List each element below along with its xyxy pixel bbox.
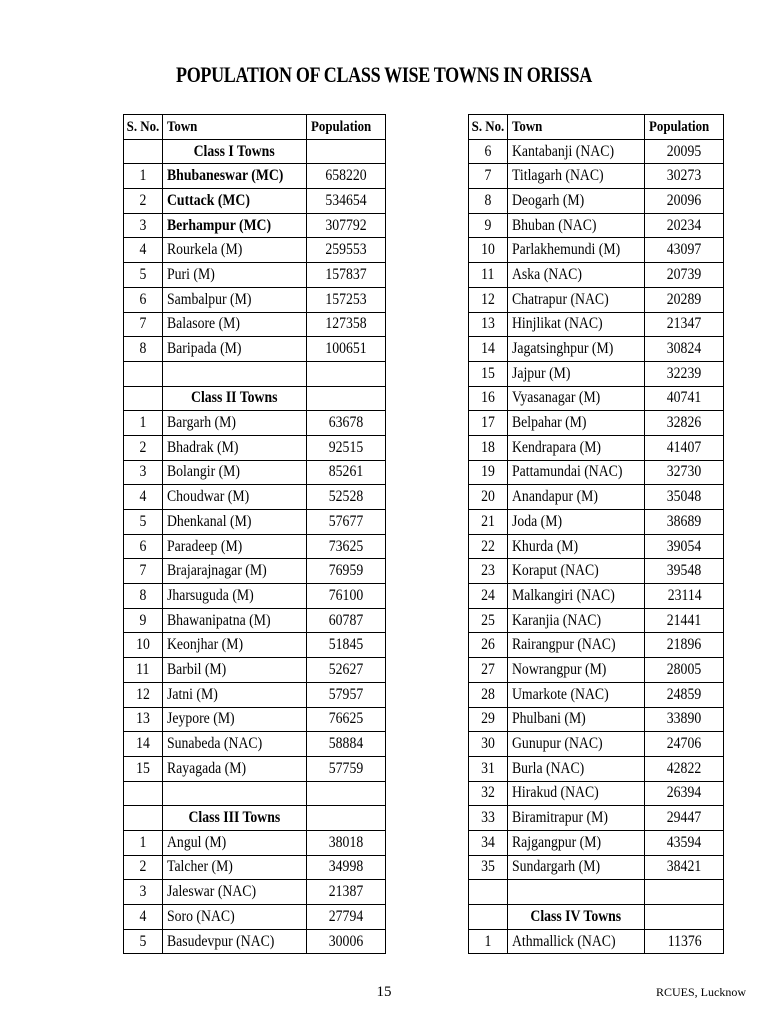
population-cell: 30824 [645,337,724,362]
sno-cell: 8 [469,189,508,214]
sno-cell: 3 [124,880,163,905]
population-cell: 307792 [307,213,386,238]
town-cell: Brajarajnagar (M) [162,559,306,584]
sno-cell: 1 [124,411,163,436]
header-town: Town [507,115,644,140]
town-cell: Biramitrapur (M) [507,806,644,831]
sno-cell: 9 [124,608,163,633]
sno-cell: 8 [124,337,163,362]
table-row [469,263,724,288]
table-row [469,559,724,584]
sno-cell: 24 [469,584,508,609]
section-row [124,386,386,411]
population-cell: 30273 [645,164,724,189]
town-cell: Bhawanipatna (M) [162,608,306,633]
population-cell [645,905,724,930]
population-cell: 534654 [307,189,386,214]
town-cell: Rairangpur (NAC) [507,633,644,658]
sno-cell: 4 [124,485,163,510]
table-row [124,756,386,781]
sno-cell: 7 [469,164,508,189]
section-heading: Class I Towns [162,139,306,164]
table-row [469,238,724,263]
population-cell: 33890 [645,707,724,732]
section-heading: Class IV Towns [507,905,644,930]
sno-cell [124,386,163,411]
table-row [469,189,724,214]
empty-cell [162,781,306,806]
header-sno: S. No. [469,115,508,140]
sno-cell: 7 [124,312,163,337]
town-cell: Chatrapur (NAC) [507,287,644,312]
table-row [469,164,724,189]
table-header-row [124,115,386,140]
population-cell: 28005 [645,658,724,683]
population-cell: 51845 [307,633,386,658]
table-row [469,929,724,954]
population-table-left [123,114,386,954]
town-cell: Athmallick (NAC) [507,929,644,954]
sno-cell [124,806,163,831]
town-cell: Vyasanagar (M) [507,386,644,411]
sno-cell: 13 [469,312,508,337]
table-row [124,263,386,288]
population-cell: 38421 [645,855,724,880]
population-cell: 26394 [645,781,724,806]
table-row [124,855,386,880]
sno-cell: 35 [469,855,508,880]
town-cell: Jaleswar (NAC) [162,880,306,905]
table-row [469,658,724,683]
table-row [469,781,724,806]
sno-cell: 16 [469,386,508,411]
sno-cell: 30 [469,732,508,757]
sno-cell: 11 [124,658,163,683]
town-cell: Phulbani (M) [507,707,644,732]
population-cell: 42822 [645,756,724,781]
sno-cell: 6 [124,534,163,559]
blank-row [124,361,386,386]
town-cell: Titlagarh (NAC) [507,164,644,189]
table-row [469,608,724,633]
table-row [469,633,724,658]
sno-cell: 5 [124,929,163,954]
population-cell: 41407 [645,435,724,460]
table-row [469,213,724,238]
town-cell: Jagatsinghpur (M) [507,337,644,362]
population-cell: 20289 [645,287,724,312]
table-row [469,386,724,411]
population-cell: 658220 [307,164,386,189]
sno-cell: 3 [124,213,163,238]
sno-cell: 19 [469,460,508,485]
header-town: Town [162,115,306,140]
town-cell: Dhenkanal (M) [162,510,306,535]
table-row [469,312,724,337]
population-cell: 38018 [307,830,386,855]
population-cell: 73625 [307,534,386,559]
blank-row [124,781,386,806]
population-cell: 32730 [645,460,724,485]
town-cell: Basudevpur (NAC) [162,929,306,954]
sno-cell: 7 [124,559,163,584]
population-cell: 39548 [645,559,724,584]
town-cell: Parlakhemundi (M) [507,238,644,263]
sno-cell: 25 [469,608,508,633]
population-cell: 38689 [645,510,724,535]
population-cell: 23114 [645,584,724,609]
population-cell: 27794 [307,905,386,930]
table-row [124,435,386,460]
population-cell: 157837 [307,263,386,288]
population-cell: 76959 [307,559,386,584]
page-title: POPULATION OF CLASS WISE TOWNS IN ORISSA [176,62,592,87]
table-row [124,411,386,436]
population-cell: 24706 [645,732,724,757]
town-cell: Khurda (M) [507,534,644,559]
table-row [469,139,724,164]
section-heading: Class II Towns [162,386,306,411]
town-cell: Belpahar (M) [507,411,644,436]
town-cell: Talcher (M) [162,855,306,880]
population-cell [307,386,386,411]
section-row [124,139,386,164]
sno-cell: 15 [469,361,508,386]
town-cell: Jeypore (M) [162,707,306,732]
sno-cell: 29 [469,707,508,732]
table-row [124,164,386,189]
table-row [469,855,724,880]
section-row [469,905,724,930]
town-cell: Anandapur (M) [507,485,644,510]
population-cell: 20234 [645,213,724,238]
sno-cell: 2 [124,435,163,460]
table-row [124,584,386,609]
town-cell: Sunabeda (NAC) [162,732,306,757]
population-cell: 21896 [645,633,724,658]
table-row [469,411,724,436]
sno-cell: 6 [469,139,508,164]
sno-cell: 28 [469,682,508,707]
population-cell: 100651 [307,337,386,362]
table-row [124,534,386,559]
table-row [469,830,724,855]
population-cell: 29447 [645,806,724,831]
town-cell: Sundargarh (M) [507,855,644,880]
population-cell: 43097 [645,238,724,263]
population-cell: 21387 [307,880,386,905]
table-row [469,707,724,732]
sno-cell: 14 [469,337,508,362]
sno-cell: 1 [124,164,163,189]
population-cell: 32239 [645,361,724,386]
section-row [124,806,386,831]
table-row [124,682,386,707]
town-cell: Soro (NAC) [162,905,306,930]
population-cell: 20095 [645,139,724,164]
population-cell: 60787 [307,608,386,633]
sno-cell: 13 [124,707,163,732]
town-cell: Hirakud (NAC) [507,781,644,806]
sno-cell: 5 [124,263,163,288]
population-cell: 43594 [645,830,724,855]
table-row [124,608,386,633]
population-cell: 30006 [307,929,386,954]
sno-cell: 12 [469,287,508,312]
town-cell: Aska (NAC) [507,263,644,288]
population-cell: 21347 [645,312,724,337]
town-cell: Angul (M) [162,830,306,855]
town-cell: Deogarh (M) [507,189,644,214]
population-cell: 76100 [307,584,386,609]
sno-cell: 27 [469,658,508,683]
population-cell: 92515 [307,435,386,460]
table-row [124,312,386,337]
town-cell: Gunupur (NAC) [507,732,644,757]
table-row [124,658,386,683]
table-row [124,929,386,954]
town-cell: Kendrapara (M) [507,435,644,460]
header-population: Population [645,115,724,140]
page-number: 15 [376,984,392,1000]
table-row [469,584,724,609]
population-cell: 57957 [307,682,386,707]
town-cell: Bhadrak (M) [162,435,306,460]
table-row [469,682,724,707]
town-cell: Jajpur (M) [507,361,644,386]
empty-cell [469,880,508,905]
sno-cell: 17 [469,411,508,436]
town-cell: Kantabanji (NAC) [507,139,644,164]
empty-cell [162,361,306,386]
table-row [124,559,386,584]
population-cell: 40741 [645,386,724,411]
table-row [469,756,724,781]
empty-cell [124,361,163,386]
population-cell: 21441 [645,608,724,633]
population-cell: 57677 [307,510,386,535]
population-cell: 20096 [645,189,724,214]
population-cell [307,806,386,831]
sno-cell: 2 [124,855,163,880]
population-cell: 127358 [307,312,386,337]
town-cell: Barbil (M) [162,658,306,683]
town-cell: Jatni (M) [162,682,306,707]
town-cell: Umarkote (NAC) [507,682,644,707]
population-cell: 85261 [307,460,386,485]
town-cell: Malkangiri (NAC) [507,584,644,609]
table-row [469,485,724,510]
town-cell: Berhampur (MC) [162,213,306,238]
sno-cell: 18 [469,435,508,460]
empty-cell [507,880,644,905]
sno-cell: 4 [124,238,163,263]
sno-cell: 9 [469,213,508,238]
table-row [469,806,724,831]
table-row [124,485,386,510]
table-row [124,732,386,757]
sno-cell: 12 [124,682,163,707]
empty-cell [307,781,386,806]
table-row [124,633,386,658]
population-cell: 39054 [645,534,724,559]
table-row [124,905,386,930]
town-cell: Nowrangpur (M) [507,658,644,683]
sno-cell: 1 [124,830,163,855]
town-cell: Rourkela (M) [162,238,306,263]
population-cell: 20739 [645,263,724,288]
population-cell: 32826 [645,411,724,436]
table-row [124,287,386,312]
town-cell: Burla (NAC) [507,756,644,781]
town-cell: Puri (M) [162,263,306,288]
table-row [469,460,724,485]
sno-cell: 10 [469,238,508,263]
population-table-right [468,114,724,954]
header-population: Population [307,115,386,140]
sno-cell: 8 [124,584,163,609]
town-cell: Bhuban (NAC) [507,213,644,238]
town-cell: Joda (M) [507,510,644,535]
table-row [469,732,724,757]
town-cell: Rayagada (M) [162,756,306,781]
table-row [469,534,724,559]
population-cell: 52528 [307,485,386,510]
sno-cell: 3 [124,460,163,485]
table-row [469,510,724,535]
sno-cell: 14 [124,732,163,757]
population-cell: 57759 [307,756,386,781]
population-cell: 259553 [307,238,386,263]
town-cell: Jharsuguda (M) [162,584,306,609]
table-row [124,337,386,362]
town-cell: Cuttack (MC) [162,189,306,214]
population-cell: 63678 [307,411,386,436]
town-cell: Bhubaneswar (MC) [162,164,306,189]
town-cell: Karanjia (NAC) [507,608,644,633]
sno-cell: 20 [469,485,508,510]
table-row [124,707,386,732]
table-row [124,238,386,263]
town-cell: Pattamundai (NAC) [507,460,644,485]
sno-cell: 5 [124,510,163,535]
sno-cell: 10 [124,633,163,658]
empty-cell [645,880,724,905]
sno-cell: 33 [469,806,508,831]
population-cell [307,139,386,164]
sno-cell: 1 [469,929,508,954]
sno-cell: 26 [469,633,508,658]
population-cell: 34998 [307,855,386,880]
table-header-row [469,115,724,140]
population-cell: 76625 [307,707,386,732]
sno-cell: 15 [124,756,163,781]
population-cell: 52627 [307,658,386,683]
empty-cell [124,781,163,806]
town-cell: Hinjlikat (NAC) [507,312,644,337]
town-cell: Rajgangpur (M) [507,830,644,855]
population-cell: 157253 [307,287,386,312]
right-table-body [469,139,724,954]
sno-cell: 21 [469,510,508,535]
population-cell: 11376 [645,929,724,954]
town-cell: Keonjhar (M) [162,633,306,658]
sno-cell: 11 [469,263,508,288]
town-cell: Baripada (M) [162,337,306,362]
sno-cell [469,905,508,930]
table-row [469,337,724,362]
sno-cell: 4 [124,905,163,930]
population-cell: 58884 [307,732,386,757]
table-row [124,213,386,238]
table-row [124,830,386,855]
town-cell: Koraput (NAC) [507,559,644,584]
section-heading: Class III Towns [162,806,306,831]
table-row [124,510,386,535]
table-row [124,189,386,214]
sno-cell: 2 [124,189,163,214]
sno-cell: 31 [469,756,508,781]
blank-row [469,880,724,905]
header-sno: S. No. [124,115,163,140]
sno-cell: 6 [124,287,163,312]
table-row [469,287,724,312]
town-cell: Choudwar (M) [162,485,306,510]
sno-cell: 34 [469,830,508,855]
town-cell: Bolangir (M) [162,460,306,485]
sno-cell [124,139,163,164]
sno-cell: 23 [469,559,508,584]
table-row [469,435,724,460]
town-cell: Bargarh (M) [162,411,306,436]
population-cell: 35048 [645,485,724,510]
table-row [469,361,724,386]
table-row [124,460,386,485]
empty-cell [307,361,386,386]
population-cell: 24859 [645,682,724,707]
sno-cell: 22 [469,534,508,559]
table-row [124,880,386,905]
town-cell: Sambalpur (M) [162,287,306,312]
town-cell: Balasore (M) [162,312,306,337]
footer-organization: RCUES, Lucknow [656,985,746,999]
sno-cell: 32 [469,781,508,806]
left-table-body [124,139,386,954]
town-cell: Paradeep (M) [162,534,306,559]
